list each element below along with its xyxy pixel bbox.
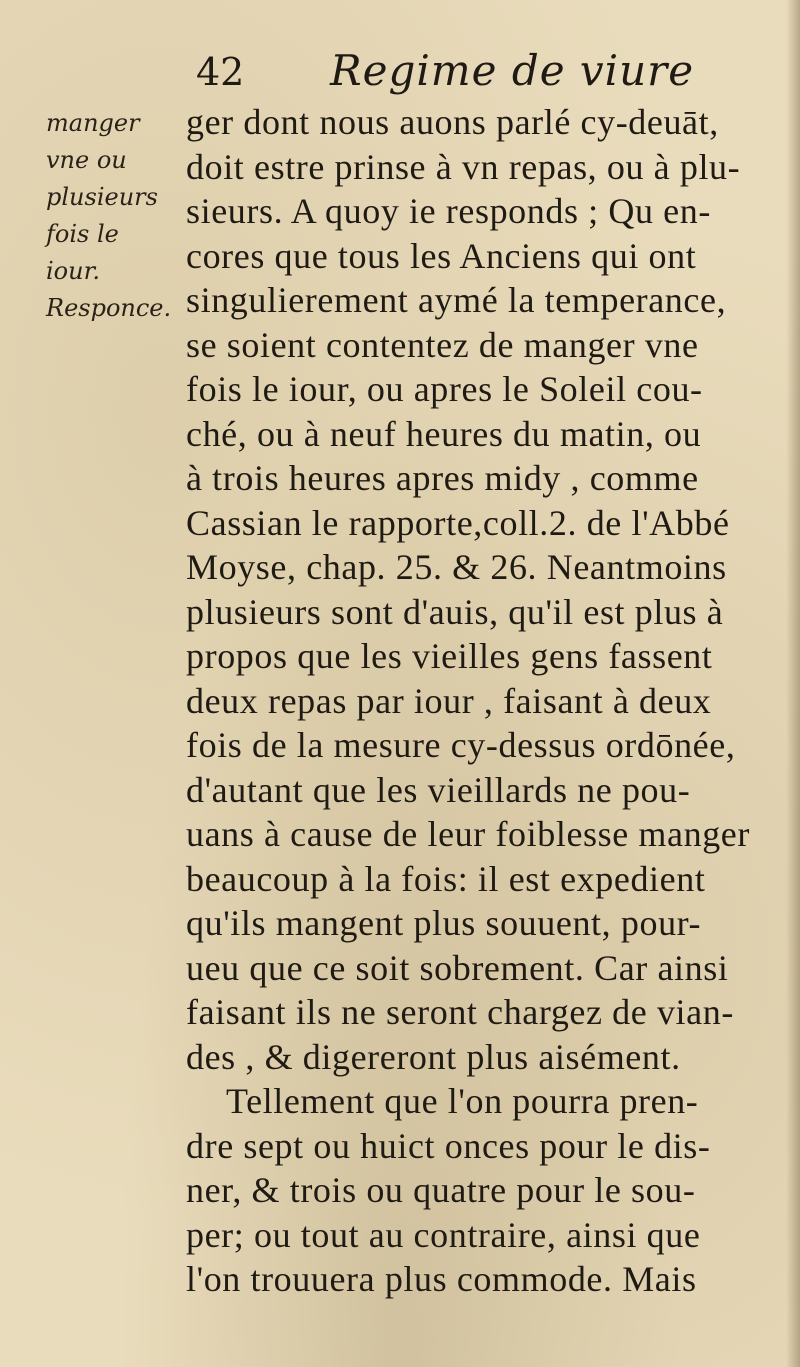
text-line: doit estre prinse à vn repas, ou à plu- [186, 146, 741, 187]
running-title: Regime de viure [330, 46, 695, 95]
text-line: cores que tous les Anciens qui ont [186, 235, 697, 276]
margin-note-line: vne ou [46, 146, 127, 174]
margin-note-line: manger [46, 109, 140, 137]
text-line: Cassian le rapporte,coll.2. de l'Abbé [186, 502, 730, 543]
text-line: d'autant que les vieillards ne pou- [186, 769, 691, 810]
text-line: l'on trouuera plus commode. Mais [186, 1259, 697, 1299]
page-header [190, 42, 750, 102]
text-line: à trois heures apres midy , comme [186, 458, 699, 498]
page-number: 42 [196, 50, 245, 94]
margin-note-line: plusieurs [46, 183, 158, 211]
text-line: Moyse, chap. 25. & 26. Neantmoins [186, 547, 727, 587]
margin-note [46, 105, 186, 327]
text-line: qu'ils mangent plus souuent, pour- [186, 903, 702, 943]
margin-note-line: iour. [46, 257, 101, 285]
text-line: fois de la mesure cy-dessus ordōnée, [186, 725, 736, 765]
text-line: se soient contentez de manger vne [186, 324, 699, 365]
text-line: beaucoup à la fois: il est expedient [186, 858, 706, 899]
text-line: uans à cause de leur foiblesse manger [186, 814, 750, 854]
page-edge-shadow [786, 0, 800, 1367]
text-line: ner, & trois ou quatre pour le sou- [186, 1170, 696, 1210]
text-line: des , & digereront plus aisément. [186, 1036, 681, 1077]
text-line: ueu que ce soit sobrement. Car ainsi [186, 947, 729, 988]
text-line: dre sept ou huict onces pour le dis- [186, 1125, 711, 1166]
text-line: sieurs. A quoy ie responds ; Qu en- [186, 191, 711, 231]
text-line: fois le iour, ou apres le Soleil cou- [186, 369, 703, 409]
text-line: singulierement aymé la temperance, [186, 280, 727, 320]
text-line: plusieurs sont d'auis, qu'il est plus à [186, 591, 724, 632]
margin-note-line: Responce. [46, 294, 172, 322]
text-line: deux repas par iour , faisant à deux [186, 680, 712, 721]
margin-note-line: fois le [46, 220, 119, 248]
text-line: ché, ou à neuf heures du matin, ou [186, 413, 702, 454]
text-line: per; ou tout au contraire, ainsi que [186, 1214, 701, 1255]
body-text [186, 100, 750, 1302]
text-line: ger dont nous auons parlé cy-deuāt, [186, 102, 719, 142]
text-line: propos que les vieilles gens fassent [186, 636, 713, 676]
text-line-paragraph-start: Tellement que l'on pourra pren- [226, 1081, 699, 1121]
text-line: faisant ils ne seront chargez de vian- [186, 992, 734, 1032]
